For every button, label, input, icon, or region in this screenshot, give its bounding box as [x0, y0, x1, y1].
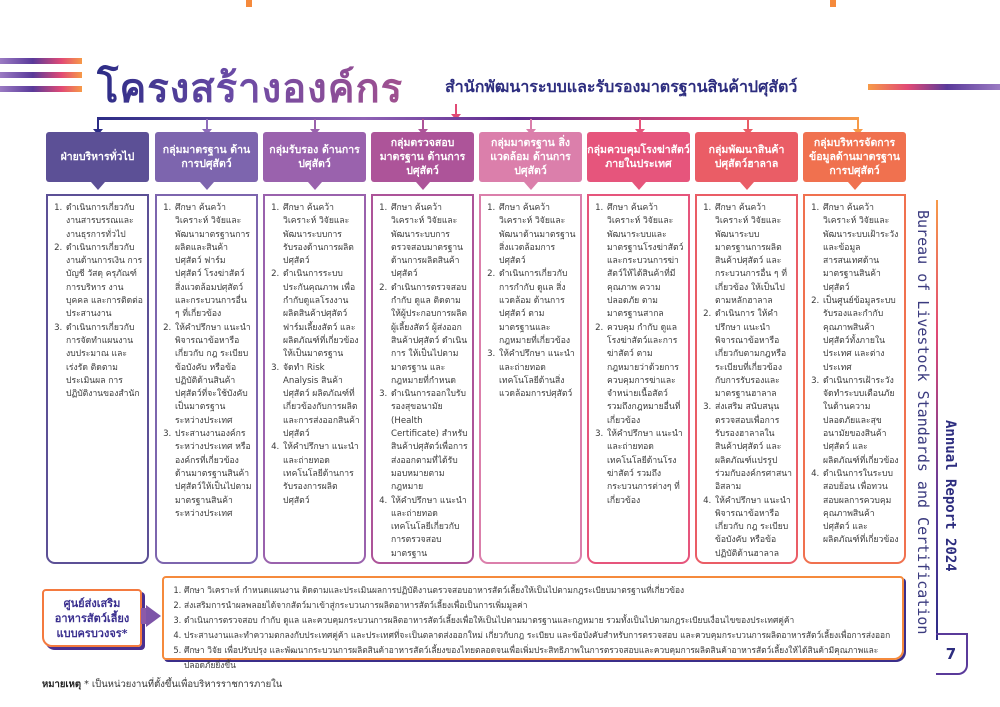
- decorative-lines-left: [0, 58, 82, 100]
- division-header: กลุ่มพัฒนาสินค้า ปศุสัตว์ฮาลาล: [695, 132, 798, 182]
- division-environment-standards: [479, 132, 582, 564]
- arrow-down-icon: [97, 119, 99, 131]
- top-marker-left: [246, 0, 252, 7]
- duty-item: 2. ดำเนินการเกี่ยวกับการกำกับ ดูแล สิ่งแวดล้อม ด้านการปศุสัตว์ ตามมาตรฐานและกฎหมายที่เกี่ยวข้อง: [498, 268, 576, 348]
- duty-item: 2. ดำเนินการตรวจสอบ กำกับ ดูแล ติดตามให้ผู้ประกอบการผลิต ผู้เลี้ยงสัตว์ ผู้ส่งออกสินค้าปศุสัตว์ ดำเนินการ ให้เป็นไปตามมาตรฐาน และกฎหมายที่กำหนด: [390, 282, 468, 388]
- annual-report-vertical: Annual Report 2024: [942, 420, 958, 572]
- division-duties: [803, 194, 906, 564]
- division-duties: [263, 194, 366, 564]
- duty-item: 3. ให้คำปรึกษา แนะนำ และถ่ายทอดเทคโนโลยีด้านสิ่งแวดล้อมการปศุสัตว์: [498, 348, 576, 401]
- division-header: กลุ่มบริหารจัดการ ข้อมูลด้านมาตรฐาน การปศุสัตว์: [803, 132, 906, 182]
- arrow-down-icon: [639, 119, 641, 131]
- duty-item: 1. ศึกษา ค้นคว้า วิเคราะห์ วิจัยและพัฒนาระบบการรับรองด้านการผลิตปศุสัตว์: [282, 202, 360, 268]
- arrow-down-icon: [422, 119, 424, 131]
- side-divider-line: [936, 200, 938, 640]
- arrow-right-icon: [146, 605, 161, 627]
- root-connector-arrow: [455, 104, 457, 116]
- duty-item: 4. ให้คำปรึกษา แนะนำ และถ่ายทอดเทคโนโลยีด้านการรับรองการผลิตปศุสัตว์: [282, 441, 360, 507]
- duty-item: 2. ดำเนินการเกี่ยวกับงานด้านการเงิน การบัญชี วัสดุ ครุภัณฑ์ การบริหาร งานบุคคล และการติดต่อประสานงาน: [65, 242, 143, 322]
- duty-item: 3. ประสานงานองค์กรระหว่างประเทศ หรือองค์กรที่เกี่ยวข้องด้านมาตรฐานสินค้าปศุสัตว์ให้เป็นไปตามมาตรฐานสินค้าระหว่างประเทศ: [174, 428, 252, 521]
- duty-item: 4. ให้คำปรึกษา แนะนำ พิจารณาข้อหารือเกี่ยวกับ กฎ ระเบียบ ข้อบังคับ หรือข้อปฏิบัติด้านฮาลาล: [714, 495, 792, 561]
- division-livestock-standards: [155, 132, 258, 564]
- duty-item: 2. ดำเนินการ ให้คำปรึกษา แนะนำ พิจารณาข้อหารือเกี่ยวกับตามกฎหรือระเบียบที่เกี่ยวข้องกับการรับรองและมาตรฐานฮาลาล: [714, 308, 792, 401]
- division-data-management: [803, 132, 906, 564]
- duty-item: 3. ให้คำปรึกษา แนะนำ และถ่ายทอดเทคโนโลยีด้านโรงฆ่าสัตว์ รวมถึงกระบวนการต่างๆ ที่เกี่ยวข้อง: [606, 428, 684, 508]
- division-header: กลุ่มมาตรฐาน ด้านการปศุสัตว์: [155, 132, 258, 182]
- top-marker-right: [830, 0, 836, 7]
- duty-item: 3. ส่งเสริม สนับสนุน ตรวจสอบเพื่อการรับรองฮาลาลในสินค้าปศุสัตว์ และผลิตภัณฑ์แปรรูป ร่วมกับองค์กรศาสนาอิสลาม: [714, 401, 792, 494]
- duty-item: 1. ศึกษา ค้นคว้า วิเคราะห์ วิจัยและพัฒนาระบบมาตรฐานการผลิตสินค้าปศุสัตว์ และกระบวนการอื่น ๆ ที่เกี่ยวข้อง ให้เป็นไปตามหลักฮาลาล: [714, 202, 792, 308]
- feed-center-duties: [162, 576, 904, 670]
- duty-item: 2. ดำเนินการระบบประกันคุณภาพ เพื่อกำกับดูแลโรงงานผลิตสินค้าปศุสัตว์ ฟาร์มเลี้ยงสัตว์ และผลิตภัณฑ์ที่เกี่ยวข้องให้เป็นมาตรฐาน: [282, 268, 360, 361]
- arrow-down-icon: [314, 119, 316, 131]
- division-duties: [695, 194, 798, 564]
- page-subtitle: สำนักพัฒนาระบบและรับรองมาตรฐานสินค้าปศุสัตว์: [445, 77, 798, 96]
- division-duties: [587, 194, 690, 564]
- division-header: กลุ่มมาตรฐาน สิ่งแวดล้อม ด้านการปศุสัตว์: [479, 132, 582, 182]
- footnote-text: * เป็นหน่วยงานที่ตั้งขึ้นเพื่อบริหารราชการภายใน: [84, 679, 283, 690]
- duty-item: 4. ให้คำปรึกษา แนะนำ และถ่ายทอดเทคโนโลยีเกี่ยวกับการตรวจสอบมาตรฐาน: [390, 495, 468, 561]
- duty-item: 1. ศึกษา วิเคราะห์ กำหนดแผนงาน ติดตามและประเมินผลการปฏิบัติงานตรวจสอบอาหารสัตว์เลี้ยงให้เป็นไปตามกฎระเบียบมาตรฐานที่เกี่ยวข้อง: [184, 583, 894, 598]
- duty-item: 1. ศึกษา ค้นคว้า วิเคราะห์ วิจัยและพัฒนาระบบการตรวจสอบมาตรฐานด้านการผลิตสินค้าปศุสัตว์: [390, 202, 468, 282]
- division-standards-inspection: [371, 132, 474, 564]
- arrow-down-icon: [857, 119, 859, 131]
- division-certification: [263, 132, 366, 564]
- division-duties: [371, 194, 474, 564]
- duty-item: 2. ส่งเสริมการนำผลพลอยได้จากสัตว์มาเข้าสู่กระบวนการผลิตอาหารสัตว์เลี้ยงเพื่อเป็นการเพิ่มมูลค่า: [184, 598, 894, 613]
- duty-item: 3. ดำเนินการตรวจสอบ กำกับ ดูแล และควบคุมกระบวนการผลิตอาหารสัตว์เลี้ยงเพื่อให้เป็นไปตามมาตรฐานและกฎหมาย รวมทั้งเป็นไปตามกฎระเบียบเงื่อนไขของประเทศคู่ค้า: [184, 613, 894, 628]
- division-header: ฝ่ายบริหารทั่วไป: [46, 132, 149, 182]
- arrow-down-icon: [747, 119, 749, 131]
- duty-item: 5. ศึกษา วิจัย เพื่อปรับปรุง และพัฒนากระบวนการผลิตสินค้าอาหารสัตว์เลี้ยงของไทยตลอดจนเพื่อเพิ่มประสิทธิภาพในการตรวจสอบและควบคุมการผลิตสินค้าอาหารสัตว์เลี้ยงให้ได้สินค้ามีคุณภาพและปลอดภัยยิ่งขึ้น: [184, 643, 894, 673]
- duty-item: 1. ดำเนินการเกี่ยวกับงานสารบรรณและงานธุรการทั่วไป: [65, 202, 143, 242]
- duty-item: 2. เป็นศูนย์ข้อมูลระบบรับรองและกำกับคุณภาพสินค้าปศุสัตว์ทั้งภายในประเทศ และต่างประเทศ: [822, 295, 900, 375]
- duty-item: 1. ศึกษา ค้นคว้า วิเคราะห์ วิจัยและพัฒนามาตรฐานการผลิตและสินค้าปศุสัตว์ ฟาร์มปศุสัตว์ โรงฆ่าสัตว์ สิ่งแวดล้อมปศุสัตว์ และกระบวนการอื่น ๆ ที่เกี่ยวข้อง: [174, 202, 252, 322]
- duty-item: 1. ศึกษา ค้นคว้า วิเคราะห์ วิจัยและพัฒนาระบบและมาตรฐานโรงฆ่าสัตว์และกระบวนการฆ่าสัตว์ให้ได้สินค้าที่มีคุณภาพ ความปลอดภัย ตามมาตรฐานสากล: [606, 202, 684, 322]
- duty-item: 3. ดำเนินการออกใบรับรองสุขอนามัย (Health Certificate) สำหรับสินค้าปศุสัตว์เพื่อการส่งออกตามที่ได้รับมอบหมายตามกฎหมาย: [390, 388, 468, 494]
- duty-item: 1. ศึกษา ค้นคว้า วิเคราะห์ วิจัยและพัฒนาระบบเฝ้าระวังและข้อมูลสารสนเทศด้านมาตรฐานสินค้าปศุสัตว์: [822, 202, 900, 295]
- bureau-name-vertical: Bureau of Livestock Standards and Certification: [914, 210, 932, 635]
- arrow-down-icon: [530, 119, 532, 131]
- duty-item: 3. จัดทำ Risk Analysis สินค้าปศุสัตว์ ผลิตภัณฑ์ที่เกี่ยวข้องกับการผลิตและการส่งออกสินค้าปศุสัตว์: [282, 362, 360, 442]
- division-duties: [46, 194, 149, 564]
- division-header: กลุ่มควบคุมโรงฆ่าสัตว์ ภายในประเทศ: [587, 132, 690, 182]
- page-title: โครงสร้างองค์กร: [97, 56, 403, 120]
- duty-item: 4. ประสานงานและทำความตกลงกับประเทศคู่ค้า และประเทศที่จะเป็นตลาดส่งออกใหม่ เกี่ยวกับกฎ ระเบียบ และข้อบังคับสำหรับการตรวจสอบ และควบคุมกระบวนการผลิตอาหารสัตว์เลี้ยงเพื่อการส่งออก: [184, 628, 894, 643]
- duty-item: 3. ดำเนินการเฝ้าระวังจัดทำระบบเตือนภัยในด้านความปลอดภัยและสุขอนามัยของสินค้าปศุสัตว์ และผลิตภัณฑ์ที่เกี่ยวข้อง: [822, 375, 900, 468]
- division-header: กลุ่มตรวจสอบ มาตรฐาน ด้านการปศุสัตว์: [371, 132, 474, 182]
- decorative-line-right: [868, 84, 1000, 90]
- page-number: 7: [936, 633, 968, 675]
- division-general-admin: [46, 132, 149, 564]
- division-halal-development: [695, 132, 798, 564]
- feed-center-title: ศูนย์ส่งเสริม อาหารสัตว์เลี้ยง แบบครบวงจร*: [42, 589, 142, 647]
- division-duties: [155, 194, 258, 564]
- arrow-down-icon: [206, 119, 208, 131]
- footnote: [42, 677, 282, 692]
- division-header: กลุ่มรับรอง ด้านการปศุสัตว์: [263, 132, 366, 182]
- duty-item: 1. ศึกษา ค้นคว้า วิเคราะห์ วิจัยและพัฒนาด้านมาตรฐานสิ่งแวดล้อมการปศุสัตว์: [498, 202, 576, 268]
- duty-item: 4. ดำเนินการในระบบสอบย้อน เพื่อทวนสอบผลการควบคุมคุณภาพสินค้าปศุสัตว์ และผลิตภัณฑ์ที่เกี่ยวข้อง: [822, 468, 900, 548]
- duty-item: 2. ควบคุม กำกับ ดูแล โรงฆ่าสัตว์และการฆ่าสัตว์ ตามกฎหมายว่าด้วยการควบคุมการฆ่าและจำหน่ายเนื้อสัตว์ รวมถึงกฎหมายอื่นที่เกี่ยวข้อง: [606, 322, 684, 428]
- division-slaughterhouse-control: [587, 132, 690, 564]
- footnote-label: หมายเหตุ: [42, 679, 82, 690]
- org-connector-bar: [97, 117, 859, 120]
- division-duties: [479, 194, 582, 564]
- duty-item: 3. ดำเนินการเกี่ยวกับการจัดทำแผนงาน งบประมาณ และเร่งรัด ติดตาม ประเมินผล การปฏิบัติงานของสำนัก: [65, 322, 143, 402]
- duty-item: 2. ให้คำปรึกษา แนะนำ พิจารณาข้อหารือ เกี่ยวกับ กฎ ระเบียบ ข้อบังคับ หรือข้อปฏิบัติด้านสินค้า ปศุสัตว์ที่จะใช้บังคับเป็นมาตรฐานระหว่างประเทศ: [174, 322, 252, 428]
